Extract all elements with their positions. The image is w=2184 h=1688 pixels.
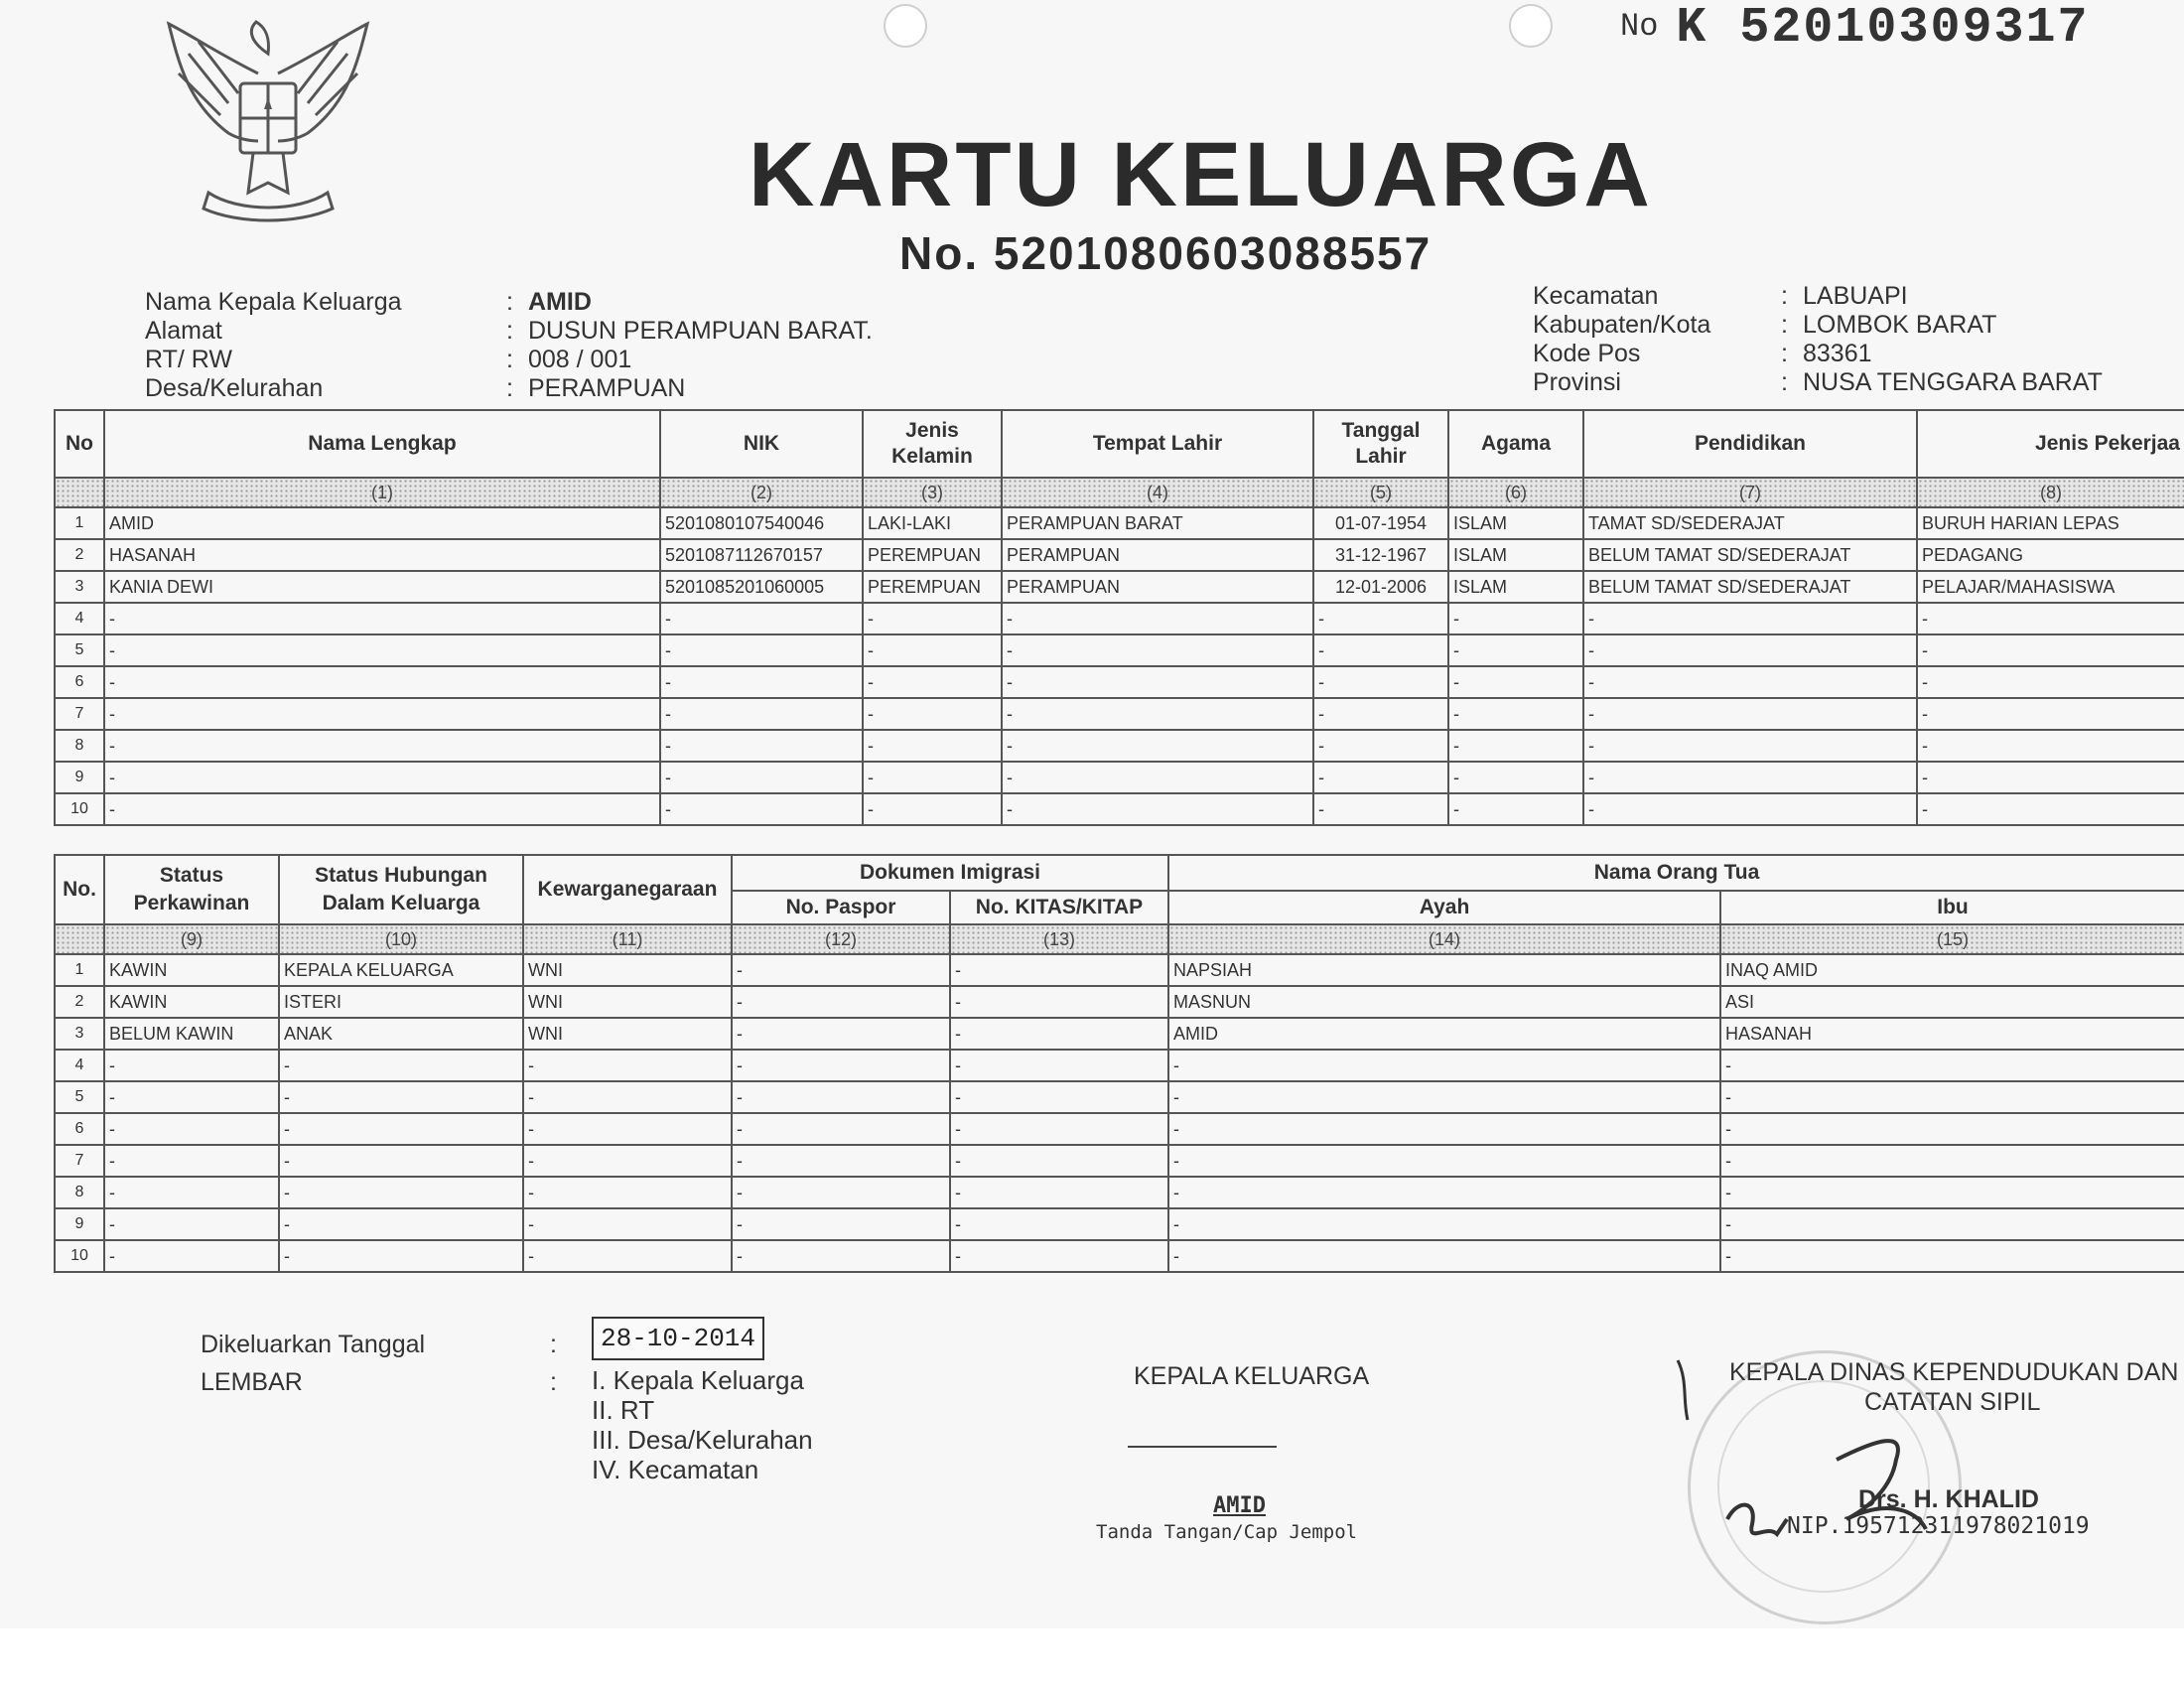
table-cell: ISTERI [279, 986, 523, 1018]
table-row [55, 954, 2184, 986]
table-cell: - [1002, 762, 1313, 793]
column-number-row [55, 478, 2184, 507]
table-cell: - [863, 634, 1002, 666]
table-cell: 9 [55, 1208, 104, 1240]
table-cell: - [523, 1081, 732, 1113]
header-kitas-no: No. KITAS/KITAP [950, 891, 1168, 924]
info-label: Desa/Kelurahan [145, 374, 324, 402]
table-row [55, 1113, 2184, 1145]
info-label: Kode Pos [1533, 340, 1641, 367]
table-cell: - [104, 762, 660, 793]
table-cell: - [279, 1177, 523, 1208]
info-value-district: LABUAPI [1803, 282, 1908, 310]
column-number: (1) [104, 478, 660, 507]
table-cell: 3 [55, 1018, 104, 1050]
table-header-row [55, 855, 2184, 891]
table-cell: - [732, 1113, 950, 1145]
info-row-address: Alamat : DUSUN PERAMPUAN BARAT. [145, 317, 873, 345]
table-row [55, 762, 2184, 793]
table-row [55, 1208, 2184, 1240]
table-row [55, 634, 2184, 666]
header-nik: NIK [660, 410, 863, 478]
table-row [55, 539, 2184, 571]
table-cell: - [950, 986, 1168, 1018]
table-cell: - [863, 666, 1002, 698]
header-no: No [55, 410, 104, 478]
table-cell: - [1448, 634, 1583, 666]
table-cell: - [104, 603, 660, 634]
table-cell: - [1583, 793, 1917, 825]
official-name: Drs. H. KHALID [1858, 1485, 2039, 1513]
table-cell: - [1313, 603, 1448, 634]
kepala-keluarga-label: KEPALA KELUARGA [1134, 1362, 1370, 1390]
table-cell: - [1583, 666, 1917, 698]
table-cell: - [104, 1050, 279, 1081]
table-cell: HASANAH [1720, 1018, 2184, 1050]
table-cell: - [104, 730, 660, 762]
head-info-left [145, 288, 873, 403]
table-cell: NAPSIAH [1168, 954, 1720, 986]
punch-hole [1509, 4, 1553, 48]
info-value-village: PERAMPUAN [528, 374, 686, 402]
header-family-relation: Status Hubungan Dalam Keluarga [279, 855, 523, 924]
table-cell: 1 [55, 507, 104, 539]
table-cell: - [1917, 634, 2184, 666]
table-cell: - [1720, 1081, 2184, 1113]
dinas-title-line1: KEPALA DINAS KEPENDUDUKAN DAN [1729, 1358, 2179, 1386]
table-row [55, 507, 2184, 539]
table-cell: INAQ AMID [1720, 954, 2184, 986]
column-number: (8) [1917, 478, 2184, 507]
table-cell: - [1313, 793, 1448, 825]
table-cell: - [660, 634, 863, 666]
table-cell: PEREMPUAN [863, 571, 1002, 603]
table-cell: - [1720, 1240, 2184, 1272]
header-occupation: Jenis Pekerjaa [1917, 410, 2184, 478]
table-row [55, 698, 2184, 730]
table-cell: - [279, 1050, 523, 1081]
table-cell: - [1002, 634, 1313, 666]
table-cell: 5 [55, 634, 104, 666]
table-cell: - [1168, 1145, 1720, 1177]
table-cell: - [104, 698, 660, 730]
info-label: Provinsi [1533, 368, 1621, 396]
table-cell: 6 [55, 666, 104, 698]
table-cell: - [660, 730, 863, 762]
table-row [55, 1050, 2184, 1081]
table-cell: 7 [55, 1145, 104, 1177]
table-row [55, 1018, 2184, 1050]
table-cell: - [104, 1081, 279, 1113]
table-header-row [55, 410, 2184, 478]
table-cell: 10 [55, 1240, 104, 1272]
table-cell: PELAJAR/MAHASISWA [1917, 571, 2184, 603]
table-cell: - [1002, 730, 1313, 762]
table-cell: 2 [55, 539, 104, 571]
table-cell: - [104, 1145, 279, 1177]
lembar-item: IV. Kecamatan [592, 1455, 759, 1484]
table-cell: - [863, 603, 1002, 634]
column-number: (9) [104, 924, 279, 954]
table-cell: ISLAM [1448, 539, 1583, 571]
table-cell: - [1168, 1081, 1720, 1113]
table-cell: BELUM TAMAT SD/SEDERAJAT [1583, 539, 1917, 571]
table-row [55, 1240, 2184, 1272]
table-cell: KAWIN [104, 986, 279, 1018]
table-cell: - [950, 1113, 1168, 1145]
header-full-name: Nama Lengkap [104, 410, 660, 478]
table-cell: - [950, 1081, 1168, 1113]
issued-colon: : [550, 1331, 557, 1358]
header-no: No. [55, 855, 104, 924]
header-mother: Ibu [1720, 891, 2184, 924]
table-cell: - [732, 1177, 950, 1208]
table-cell: - [1917, 793, 2184, 825]
column-number-row [55, 924, 2184, 954]
table-cell: - [1002, 793, 1313, 825]
header-father: Ayah [1168, 891, 1720, 924]
table-cell: - [732, 954, 950, 986]
table-cell: - [660, 698, 863, 730]
table-cell: 2 [55, 986, 104, 1018]
table-cell: - [863, 762, 1002, 793]
table-cell: - [732, 1018, 950, 1050]
family-members-table [54, 409, 2184, 826]
column-number [55, 478, 104, 507]
table-cell: BURUH HARIAN LEPAS [1917, 507, 2184, 539]
table-cell: - [104, 666, 660, 698]
table-cell: - [104, 1113, 279, 1145]
table-cell: 10 [55, 793, 104, 825]
table-cell: - [1448, 666, 1583, 698]
table-cell: - [950, 1050, 1168, 1081]
signature-caption: Tanda Tangan/Cap Jempol [1096, 1521, 1358, 1543]
lembar-colon: : [550, 1368, 557, 1396]
table-cell: KANIA DEWI [104, 571, 660, 603]
header-parents-names: Nama Orang Tua [1168, 855, 2184, 891]
issued-date-label: Dikeluarkan Tanggal [201, 1331, 426, 1358]
table-cell: - [863, 793, 1002, 825]
table-cell: ISLAM [1448, 571, 1583, 603]
header-birthplace: Tempat Lahir [1002, 410, 1313, 478]
table-row [55, 1081, 2184, 1113]
column-number: (15) [1720, 924, 2184, 954]
table-cell: ANAK [279, 1018, 523, 1050]
info-label: RT/ RW [145, 346, 232, 373]
table-cell: - [1168, 1113, 1720, 1145]
table-cell: WNI [523, 1018, 732, 1050]
column-number: (6) [1448, 478, 1583, 507]
table-cell: - [1168, 1240, 1720, 1272]
kepala-keluarga-name: AMID [1213, 1493, 1266, 1518]
table-cell: - [1313, 634, 1448, 666]
info-value-address: DUSUN PERAMPUAN BARAT. [528, 317, 873, 345]
header-birthdate: Tanggal Lahir [1313, 410, 1448, 478]
signature-line [1128, 1446, 1277, 1448]
table-cell: HASANAH [104, 539, 660, 571]
table-cell: - [1583, 603, 1917, 634]
header-education: Pendidikan [1583, 410, 1917, 478]
lembar-item: I. Kepala Keluarga [592, 1365, 804, 1395]
info-value-head-name: AMID [528, 288, 592, 316]
column-number: (12) [732, 924, 950, 954]
table-cell: PERAMPUAN BARAT [1002, 507, 1313, 539]
column-number: (5) [1313, 478, 1448, 507]
table-row [55, 793, 2184, 825]
info-value-postal-code: 83361 [1803, 340, 1872, 367]
table-cell: 6 [55, 1113, 104, 1145]
table-cell: MASNUN [1168, 986, 1720, 1018]
table-cell: - [1313, 666, 1448, 698]
table-cell: - [1168, 1208, 1720, 1240]
table-cell: 12-01-2006 [1313, 571, 1448, 603]
info-row-province: Provinsi : NUSA TENGGARA BARAT [1533, 368, 2103, 396]
column-number: (10) [279, 924, 523, 954]
table-cell: - [1720, 1177, 2184, 1208]
lembar-label: LEMBAR [201, 1368, 303, 1396]
table-cell: PERAMPUAN [1002, 571, 1313, 603]
info-value-rt-rw: 008 / 001 [528, 346, 632, 373]
table-cell: ASI [1720, 986, 2184, 1018]
table-cell: - [1583, 762, 1917, 793]
table-cell: - [1168, 1050, 1720, 1081]
table-cell: ISLAM [1448, 507, 1583, 539]
column-number [55, 924, 104, 954]
table-cell: - [1313, 730, 1448, 762]
serial-label: No [1620, 8, 1659, 45]
table-cell: - [660, 603, 863, 634]
table-cell: PEDAGANG [1917, 539, 2184, 571]
table-cell: - [1313, 762, 1448, 793]
table-cell: - [523, 1113, 732, 1145]
issued-date-value: 28-10-2014 [592, 1317, 764, 1360]
table-cell: - [1002, 603, 1313, 634]
table-cell: - [279, 1240, 523, 1272]
info-row-district: Kecamatan : LABUAPI [1533, 282, 1908, 310]
table-cell: - [950, 954, 1168, 986]
info-row-regency: Kabupaten/Kota : LOMBOK BARAT [1533, 311, 1997, 339]
table-cell: - [660, 762, 863, 793]
table-cell: - [1720, 1113, 2184, 1145]
table-cell: - [1168, 1177, 1720, 1208]
table-row [55, 666, 2184, 698]
table-cell: - [279, 1113, 523, 1145]
table-cell: 3 [55, 571, 104, 603]
table-cell: 9 [55, 762, 104, 793]
lembar-list [592, 1365, 813, 1484]
lembar-item: II. RT [592, 1395, 655, 1425]
info-row-head-name: Nama Kepala Keluarga : AMID [145, 288, 592, 316]
table-cell: - [279, 1208, 523, 1240]
info-label: Kabupaten/Kota [1533, 311, 1711, 339]
table-cell: - [1448, 762, 1583, 793]
info-row-rt-rw: RT/ RW : 008 / 001 [145, 346, 632, 373]
table-cell: 5 [55, 1081, 104, 1113]
table-cell: - [1583, 698, 1917, 730]
table-cell: BELUM KAWIN [104, 1018, 279, 1050]
table-row [55, 1177, 2184, 1208]
table-cell: - [104, 793, 660, 825]
table-cell: - [732, 986, 950, 1018]
table-cell: AMID [1168, 1018, 1720, 1050]
table-cell: - [104, 1177, 279, 1208]
table-cell: BELUM TAMAT SD/SEDERAJAT [1583, 571, 1917, 603]
table-cell: 4 [55, 1050, 104, 1081]
table-cell: - [1720, 1208, 2184, 1240]
table-cell: LAKI-LAKI [863, 507, 1002, 539]
table-cell: KEPALA KELUARGA [279, 954, 523, 986]
table-cell: - [950, 1240, 1168, 1272]
serial-number [1620, 0, 2089, 57]
garuda-emblem-icon [159, 14, 377, 232]
table-cell: - [1720, 1050, 2184, 1081]
header-marital-status: Status Perkawinan [104, 855, 279, 924]
table-cell: - [1313, 698, 1448, 730]
table-cell: - [660, 793, 863, 825]
page-margin [0, 1628, 2184, 1688]
table-cell: - [1448, 730, 1583, 762]
header-religion: Agama [1448, 410, 1583, 478]
table-cell: AMID [104, 507, 660, 539]
table-cell: KAWIN [104, 954, 279, 986]
table-cell: 5201087112670157 [660, 539, 863, 571]
table-cell: - [1583, 634, 1917, 666]
table-cell: - [104, 1240, 279, 1272]
table-cell: 01-07-1954 [1313, 507, 1448, 539]
table-cell: - [523, 1050, 732, 1081]
table-cell: - [1917, 603, 2184, 634]
table-cell: 8 [55, 730, 104, 762]
table-cell: 7 [55, 698, 104, 730]
table-cell: - [1583, 730, 1917, 762]
table-cell: - [1448, 698, 1583, 730]
info-label: Nama Kepala Keluarga [145, 288, 402, 316]
table-cell: - [950, 1018, 1168, 1050]
header-passport-no: No. Paspor [732, 891, 950, 924]
table-cell: 5201085201060005 [660, 571, 863, 603]
header-gender: Jenis Kelamin [863, 410, 1002, 478]
document-title: KARTU KELUARGA [749, 124, 1653, 225]
table-cell: - [863, 730, 1002, 762]
table-cell: - [732, 1081, 950, 1113]
table-cell: - [279, 1145, 523, 1177]
table-cell: - [1448, 603, 1583, 634]
official-signature-icon [1668, 1350, 2085, 1589]
table-cell: - [950, 1177, 1168, 1208]
table-cell: 1 [55, 954, 104, 986]
table-cell: 8 [55, 1177, 104, 1208]
info-label: Alamat [145, 317, 222, 345]
table-row [55, 730, 2184, 762]
table-cell: - [732, 1240, 950, 1272]
table-cell: - [1002, 666, 1313, 698]
official-nip: NIP.195712311978021019 [1787, 1513, 2090, 1539]
header-citizenship: Kewarganegaraan [523, 855, 732, 924]
serial-value: K 52010309317 [1676, 0, 2090, 57]
table-cell: WNI [523, 986, 732, 1018]
table-cell: - [1917, 666, 2184, 698]
table-cell: 5201080107540046 [660, 507, 863, 539]
table-cell: PEREMPUAN [863, 539, 1002, 571]
table-cell: 31-12-1967 [1313, 539, 1448, 571]
column-number: (3) [863, 478, 1002, 507]
table-cell: - [104, 634, 660, 666]
info-label: Kecamatan [1533, 282, 1659, 310]
table-cell: - [1002, 698, 1313, 730]
table-row [55, 571, 2184, 603]
lembar-item: III. Desa/Kelurahan [592, 1425, 813, 1455]
info-row-postal-code: Kode Pos : 83361 [1533, 340, 1872, 367]
punch-hole [884, 4, 927, 48]
table-cell: - [104, 1208, 279, 1240]
table-cell: - [523, 1208, 732, 1240]
head-info-right [1533, 282, 2103, 397]
table-cell: - [950, 1145, 1168, 1177]
table-cell: - [950, 1208, 1168, 1240]
header-immigration-documents: Dokumen Imigrasi [732, 855, 1168, 891]
dinas-title-line2: CATATAN SIPIL [1864, 1388, 2041, 1416]
kk-number: No. 5201080603088557 [899, 227, 1433, 279]
table-cell: - [279, 1081, 523, 1113]
table-cell: - [523, 1240, 732, 1272]
table-cell: - [1917, 698, 2184, 730]
table-cell: - [1917, 762, 2184, 793]
table-row [55, 1145, 2184, 1177]
info-value-regency: LOMBOK BARAT [1803, 311, 1997, 339]
table-cell: - [523, 1145, 732, 1177]
column-number: (11) [523, 924, 732, 954]
family-status-table [54, 854, 2184, 1273]
table-cell: TAMAT SD/SEDERAJAT [1583, 507, 1917, 539]
table-cell: PERAMPUAN [1002, 539, 1313, 571]
table-cell: WNI [523, 954, 732, 986]
column-number: (13) [950, 924, 1168, 954]
table-cell: 4 [55, 603, 104, 634]
table-cell: - [732, 1050, 950, 1081]
info-row-village: Desa/Kelurahan : PERAMPUAN [145, 374, 686, 402]
column-number: (2) [660, 478, 863, 507]
column-number: (14) [1168, 924, 1720, 954]
table-cell: - [863, 698, 1002, 730]
table-cell: - [660, 666, 863, 698]
column-number: (4) [1002, 478, 1313, 507]
table-cell: - [1917, 730, 2184, 762]
table-cell: - [1720, 1145, 2184, 1177]
table-cell: - [523, 1177, 732, 1208]
table-cell: - [732, 1208, 950, 1240]
table-row [55, 986, 2184, 1018]
info-value-province: NUSA TENGGARA BARAT [1803, 368, 2103, 396]
table-cell: - [1448, 793, 1583, 825]
table-row [55, 603, 2184, 634]
column-number: (7) [1583, 478, 1917, 507]
table-cell: - [732, 1145, 950, 1177]
